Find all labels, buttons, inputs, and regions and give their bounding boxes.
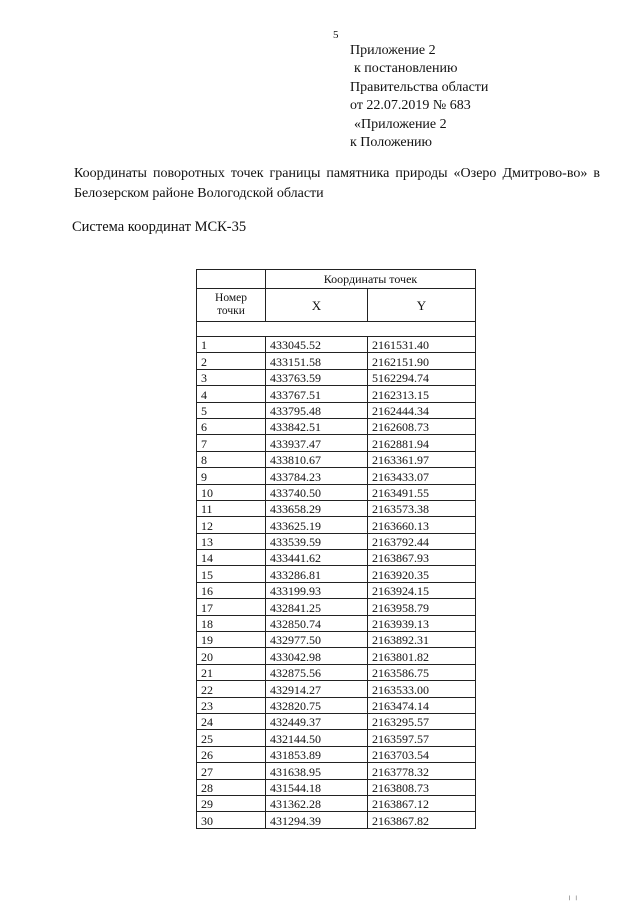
x-coordinate-cell: 432820.75 xyxy=(266,697,368,713)
x-coordinate-cell: 431638.95 xyxy=(266,763,368,779)
y-coordinate-cell: 2161531.40 xyxy=(368,337,476,353)
point-number-cell: 29 xyxy=(197,795,266,811)
y-coordinate-cell: 2163892.31 xyxy=(368,632,476,648)
y-coordinate-cell: 2163533.00 xyxy=(368,681,476,697)
table-header-row xyxy=(197,270,476,289)
point-number-cell: 7 xyxy=(197,435,266,451)
y-coordinate-cell: 2163867.12 xyxy=(368,795,476,811)
table-row xyxy=(197,681,476,697)
x-coordinate-cell: 433740.50 xyxy=(266,484,368,500)
x-coordinate-cell: 433625.19 xyxy=(266,517,368,533)
coordinate-system-label: Система координат МСК-35 xyxy=(72,219,247,235)
point-number-cell: 18 xyxy=(197,615,266,631)
x-coordinate-cell: 432977.50 xyxy=(266,632,368,648)
appendix-line: «Приложение 2 xyxy=(354,116,447,132)
appendix-line: к постановлению xyxy=(354,61,458,77)
x-coordinate-cell: 431294.39 xyxy=(266,812,368,828)
appendix-block xyxy=(350,42,488,152)
table-row xyxy=(197,353,476,369)
y-coordinate-cell: 2162444.34 xyxy=(368,402,476,418)
table-row xyxy=(197,615,476,631)
y-coordinate-cell: 2163703.54 xyxy=(368,746,476,762)
table-row xyxy=(197,713,476,729)
table-row xyxy=(197,795,476,811)
x-coordinate-cell: 433045.52 xyxy=(266,337,368,353)
y-coordinate-cell: 2163867.93 xyxy=(368,550,476,566)
point-number-cell: 15 xyxy=(197,566,266,582)
y-coordinate-cell: 2163924.15 xyxy=(368,582,476,598)
y-coordinate-cell: 2162151.90 xyxy=(368,353,476,369)
table-spacer-row xyxy=(197,322,476,337)
y-column-header: Y xyxy=(368,289,476,322)
x-coordinate-cell: 433199.93 xyxy=(266,582,368,598)
y-coordinate-cell: 2163361.97 xyxy=(368,451,476,467)
point-number-cell: 21 xyxy=(197,664,266,680)
y-coordinate-cell: 2163433.07 xyxy=(368,468,476,484)
x-coordinate-cell: 431362.28 xyxy=(266,795,368,811)
point-number-cell: 23 xyxy=(197,697,266,713)
x-column-header: X xyxy=(266,289,368,322)
table-row xyxy=(197,812,476,828)
point-number-cell: 3 xyxy=(197,369,266,385)
y-coordinate-cell: 2163573.38 xyxy=(368,500,476,516)
y-coordinate-cell: 2162313.15 xyxy=(368,386,476,402)
corner-mark: ╵ ╵ xyxy=(567,896,579,905)
point-number-cell: 1 xyxy=(197,337,266,353)
table-row xyxy=(197,435,476,451)
point-number-cell: 4 xyxy=(197,386,266,402)
table-row xyxy=(197,648,476,664)
table-row xyxy=(197,533,476,549)
x-coordinate-cell: 433937.47 xyxy=(266,435,368,451)
table-row xyxy=(197,582,476,598)
appendix-line: от 22.07.2019 № 683 xyxy=(350,98,471,114)
table-row xyxy=(197,730,476,746)
x-coordinate-cell: 433441.62 xyxy=(266,550,368,566)
x-coordinate-cell: 433286.81 xyxy=(266,566,368,582)
point-number-cell: 11 xyxy=(197,500,266,516)
point-number-cell: 13 xyxy=(197,533,266,549)
x-coordinate-cell: 431853.89 xyxy=(266,746,368,762)
point-number-cell: 8 xyxy=(197,451,266,467)
point-number-cell: 17 xyxy=(197,599,266,615)
x-coordinate-cell: 432850.74 xyxy=(266,615,368,631)
table-row xyxy=(197,369,476,385)
x-coordinate-cell: 431544.18 xyxy=(266,779,368,795)
appendix-line: к Положению xyxy=(350,135,433,151)
y-coordinate-cell: 2163660.13 xyxy=(368,517,476,533)
y-coordinate-cell: 2163920.35 xyxy=(368,566,476,582)
x-coordinate-cell: 433658.29 xyxy=(266,500,368,516)
table-row xyxy=(197,386,476,402)
y-coordinate-cell: 2163808.73 xyxy=(368,779,476,795)
appendix-line: Приложение 2 xyxy=(350,43,436,58)
table-row xyxy=(197,418,476,434)
x-coordinate-cell: 433151.58 xyxy=(266,353,368,369)
point-number-cell: 9 xyxy=(197,468,266,484)
coordinates-group-header: Координаты точек xyxy=(266,270,476,289)
y-coordinate-cell: 2163295.57 xyxy=(368,713,476,729)
point-number-cell: 28 xyxy=(197,779,266,795)
y-coordinate-cell: 2163867.82 xyxy=(368,812,476,828)
point-number-header-text: Номер точки xyxy=(215,292,247,317)
y-coordinate-cell: 2163792.44 xyxy=(368,533,476,549)
point-number-cell: 27 xyxy=(197,763,266,779)
point-number-cell: 25 xyxy=(197,730,266,746)
point-number-cell: 22 xyxy=(197,681,266,697)
point-number-cell: 20 xyxy=(197,648,266,664)
point-number-header xyxy=(197,289,266,322)
y-coordinate-cell: 2163491.55 xyxy=(368,484,476,500)
table-row xyxy=(197,599,476,615)
table-row xyxy=(197,664,476,680)
table-row xyxy=(197,517,476,533)
x-coordinate-cell: 433767.51 xyxy=(266,386,368,402)
table-row xyxy=(197,697,476,713)
page-number: 5 xyxy=(333,29,339,41)
table-row xyxy=(197,402,476,418)
x-coordinate-cell: 432841.25 xyxy=(266,599,368,615)
y-coordinate-cell: 2163801.82 xyxy=(368,648,476,664)
x-coordinate-cell: 432875.56 xyxy=(266,664,368,680)
x-coordinate-cell: 433042.98 xyxy=(266,648,368,664)
table-row xyxy=(197,451,476,467)
point-number-cell: 26 xyxy=(197,746,266,762)
table-row xyxy=(197,763,476,779)
y-coordinate-cell: 2163597.57 xyxy=(368,730,476,746)
point-number-cell: 6 xyxy=(197,418,266,434)
y-coordinate-cell: 2163474.14 xyxy=(368,697,476,713)
x-coordinate-cell: 433795.48 xyxy=(266,402,368,418)
table-row xyxy=(197,550,476,566)
table-row xyxy=(197,337,476,353)
x-coordinate-cell: 433842.51 xyxy=(266,418,368,434)
x-coordinate-cell: 433784.23 xyxy=(266,468,368,484)
empty-header-cell xyxy=(197,270,266,289)
table-header-row xyxy=(197,289,476,322)
x-coordinate-cell: 432449.37 xyxy=(266,713,368,729)
x-coordinate-cell: 432914.27 xyxy=(266,681,368,697)
x-coordinate-cell: 433763.59 xyxy=(266,369,368,385)
point-number-cell: 2 xyxy=(197,353,266,369)
y-coordinate-cell: 2163939.13 xyxy=(368,615,476,631)
table-row xyxy=(197,632,476,648)
x-coordinate-cell: 432144.50 xyxy=(266,730,368,746)
coordinates-table xyxy=(196,269,476,829)
y-coordinate-cell: 5162294.74 xyxy=(368,369,476,385)
y-coordinate-cell: 2163586.75 xyxy=(368,664,476,680)
point-number-cell: 10 xyxy=(197,484,266,500)
point-number-cell: 30 xyxy=(197,812,266,828)
y-coordinate-cell: 2163958.79 xyxy=(368,599,476,615)
point-number-cell: 5 xyxy=(197,402,266,418)
x-coordinate-cell: 433810.67 xyxy=(266,451,368,467)
document-title: Координаты поворотных точек границы памятника природы «Озеро Дмитрово-во» в Белозерском районе Вологодской области xyxy=(74,166,600,201)
spacer-cell xyxy=(197,322,476,337)
point-number-cell: 16 xyxy=(197,582,266,598)
point-number-cell: 24 xyxy=(197,713,266,729)
appendix-line: Правительства области xyxy=(350,79,489,95)
table-row xyxy=(197,779,476,795)
y-coordinate-cell: 2162608.73 xyxy=(368,418,476,434)
point-number-cell: 12 xyxy=(197,517,266,533)
table-row xyxy=(197,746,476,762)
y-coordinate-cell: 2163778.32 xyxy=(368,763,476,779)
x-coordinate-cell: 433539.59 xyxy=(266,533,368,549)
table-row xyxy=(197,500,476,516)
point-number-cell: 19 xyxy=(197,632,266,648)
point-number-cell: 14 xyxy=(197,550,266,566)
table-row xyxy=(197,566,476,582)
table-row xyxy=(197,468,476,484)
y-coordinate-cell: 2162881.94 xyxy=(368,435,476,451)
table-row xyxy=(197,484,476,500)
